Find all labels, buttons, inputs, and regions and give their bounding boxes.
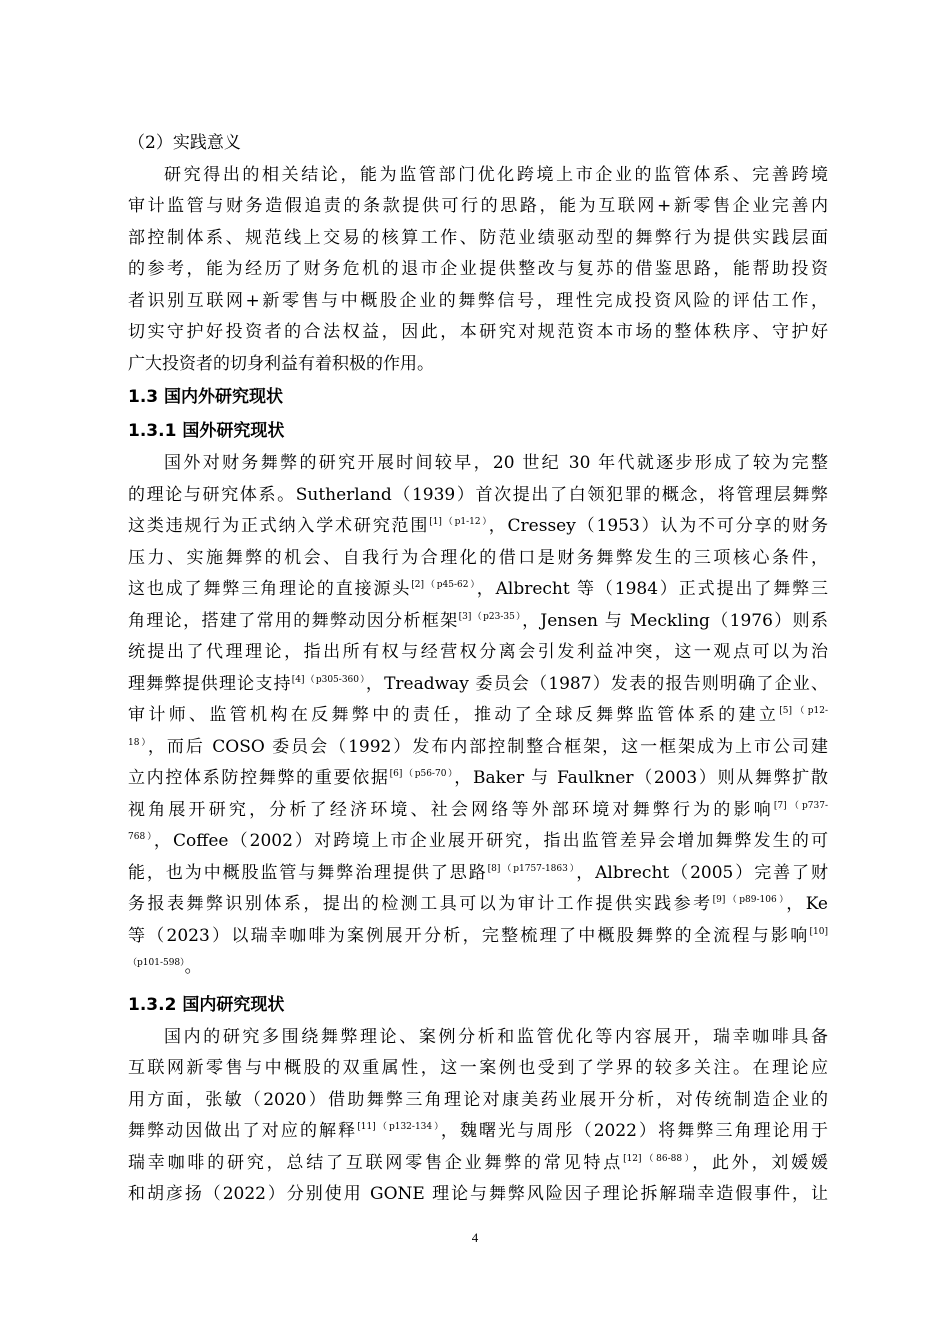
citation: [4]（p305-360） xyxy=(291,674,366,685)
paragraph-line: 用方面，张敏（2020）借助舞弊三角理论对康美药业展开分析，对传统制造企业的 xyxy=(128,1089,828,1110)
citation: [5]（p12- xyxy=(779,706,828,716)
text-run: 务报表舞弊识别体系，提出的检测工具可以为审计工作提供实践参考 xyxy=(128,894,713,914)
citation: [7]（p737- xyxy=(773,800,829,811)
paragraph-line: 的参考，能为经历了财务危机的退市企业提供整改与复苏的借鉴思路，能帮助投资 xyxy=(128,259,828,279)
text-run: 瑞幸咖啡的研究，总结了互联网零售企业舞弊的常见特点 xyxy=(128,1152,624,1173)
paragraph-line xyxy=(128,700,828,732)
paragraph-line: 国外对财务舞弊的研究开展时间较早，20 世纪 30 年代就逐步形成了较为完整 xyxy=(164,453,828,473)
paragraph-line xyxy=(128,921,828,953)
paragraph-line xyxy=(128,763,828,795)
subsection-title-practice: （2）实践意义 xyxy=(128,133,241,153)
paragraph-line: 国内的研究多围绕舞弊理论、案例分析和监管优化等内容展开，瑞幸咖啡具备 xyxy=(164,1026,828,1047)
text-run: ，Treadway 委员会（1987）发表的报告则明确了企业、 xyxy=(365,673,828,694)
page-body xyxy=(128,128,828,1211)
citation: [3]（p23-35） xyxy=(458,611,523,622)
citation: [1]（p1-12） xyxy=(429,517,489,527)
text-run: ，魏曙光与周彤（2022）将舞弊三角理论用于 xyxy=(440,1121,829,1141)
citation: [2]（p45-62） xyxy=(411,580,477,590)
paragraph-line: 切实守护好投资者的合法权益，因此，本研究对规范资本市场的整体秩序、守护好 xyxy=(128,322,828,342)
paragraph-line xyxy=(128,574,828,606)
citation: 18） xyxy=(128,737,148,748)
text-run: ，Ke xyxy=(786,894,828,914)
section-heading-1-3-2: 1.3.2 国内研究现状 xyxy=(128,994,285,1015)
paragraph-line: 审计监管与财务造假追责的条款提供可行的思路，能为互联网+新零售企业完善内 xyxy=(128,196,828,216)
citation: [11]（p132-134） xyxy=(357,1122,441,1132)
text-run: 审计师、监管机构在反舞弊中的责任，推动了全球反舞弊监管体系的建立 xyxy=(128,705,780,725)
citation: [6]（p56-70） xyxy=(389,769,455,779)
text-run: ，Coffee（2002）对跨境上市企业展开研究，指出监管差异会增加舞弊发生的可 xyxy=(153,831,828,851)
paragraph-line xyxy=(128,511,828,543)
text-run: ，Cressey（1953）认为不可分享的财务 xyxy=(488,516,828,536)
text-run: ，Jensen 与 Meckling（1976）则系 xyxy=(522,610,828,631)
paragraph-line: 研究得出的相关结论，能为监管部门优化跨境上市企业的监管体系、完善跨境 xyxy=(164,164,828,185)
text-run: 这类违规行为正式纳入学术研究范围 xyxy=(128,516,430,536)
text-run: ，而后 COSO 委员会（1992）发布内部控制整合框架，这一框架成为上市公司建 xyxy=(147,736,828,757)
page-number: 4 xyxy=(471,1230,479,1245)
paragraph-line xyxy=(128,952,828,984)
paragraph-line xyxy=(128,606,828,638)
paragraph-line: 互联网新零售与中概股的双重属性，这一案例也受到了学界的较多关注。在理论应 xyxy=(128,1058,828,1078)
text-run: ，Baker 与 Faulkner（2003）则从舞弊扩散 xyxy=(454,768,828,788)
text-run: ，Albrecht（2005）完善了财 xyxy=(576,862,828,883)
text-run: 能，也为中概股监管与舞弊治理提供了思路 xyxy=(128,862,488,883)
citation: [10] xyxy=(809,926,828,937)
section-heading-1-3: 1.3 国内外研究现状 xyxy=(128,387,284,407)
paragraph-line xyxy=(128,1148,828,1180)
text-run: 舞弊动因做出了对应的解释 xyxy=(128,1121,358,1141)
citation: [9]（p89-106） xyxy=(712,895,787,905)
paragraph-line xyxy=(128,826,828,858)
paragraph-line xyxy=(128,795,828,827)
paragraph-line: 广大投资者的切身利益有着积极的作用。 xyxy=(128,353,434,374)
text-run: 等（2023）以瑞幸咖啡为案例展开分析，完整梳理了中概股舞弊的全流程与影响 xyxy=(128,925,810,946)
citation: [8]（p1757-1863） xyxy=(487,863,577,874)
paragraph-line xyxy=(128,669,828,701)
text-run: 。 xyxy=(184,957,202,977)
paragraph-line: 统提出了代理理论，指出所有权与经营权分离会引发利益冲突，这一观点可以为治 xyxy=(128,642,828,662)
text-run: 角理论，搭建了常用的舞弊动因分析框架 xyxy=(128,610,459,631)
paragraph-line: 和胡彦扬（2022）分别使用 GONE 理论与舞弊风险因子理论拆解瑞幸造假事件，让 xyxy=(128,1184,828,1204)
citation: [12]（86-88） xyxy=(623,1153,693,1164)
citation: 768） xyxy=(128,832,154,842)
paragraph-line: 的理论与研究体系。Sutherland（1939）首次提出了白领犯罪的概念，将管理层舞弊 xyxy=(128,484,828,505)
text-run: 这也成了舞弊三角理论的直接源头 xyxy=(128,579,412,599)
text-run: 立内控体系防控舞弊的重要依据 xyxy=(128,768,390,788)
paragraph-line: 部控制体系、规范线上交易的核算工作、防范业绩驱动型的舞弊行为提供实践层面 xyxy=(128,227,828,248)
citation: （p101-598） xyxy=(128,958,185,968)
paragraph-line: 压力、实施舞弊的机会、自我行为合理化的借口是财务舞弊发生的三项核心条件， xyxy=(128,547,828,568)
paragraph-line: 者识别互联网+新零售与中概股企业的舞弊信号，理性完成投资风险的评估工作， xyxy=(128,290,828,311)
section-heading-1-3-1: 1.3.1 国外研究现状 xyxy=(128,421,285,441)
paragraph-line xyxy=(128,889,828,921)
paragraph-line xyxy=(128,732,828,764)
paragraph-line xyxy=(128,1116,828,1148)
text-run: ，此外，刘媛媛 xyxy=(692,1152,829,1173)
text-run: 视角展开研究，分析了经济环境、社会网络等外部环境对舞弊行为的影响 xyxy=(128,799,774,820)
text-run: ，Albrecht 等（1984）正式提出了舞弊三 xyxy=(476,579,828,599)
paragraph-line xyxy=(128,858,828,890)
text-run: 理舞弊提供理论支持 xyxy=(128,673,292,694)
